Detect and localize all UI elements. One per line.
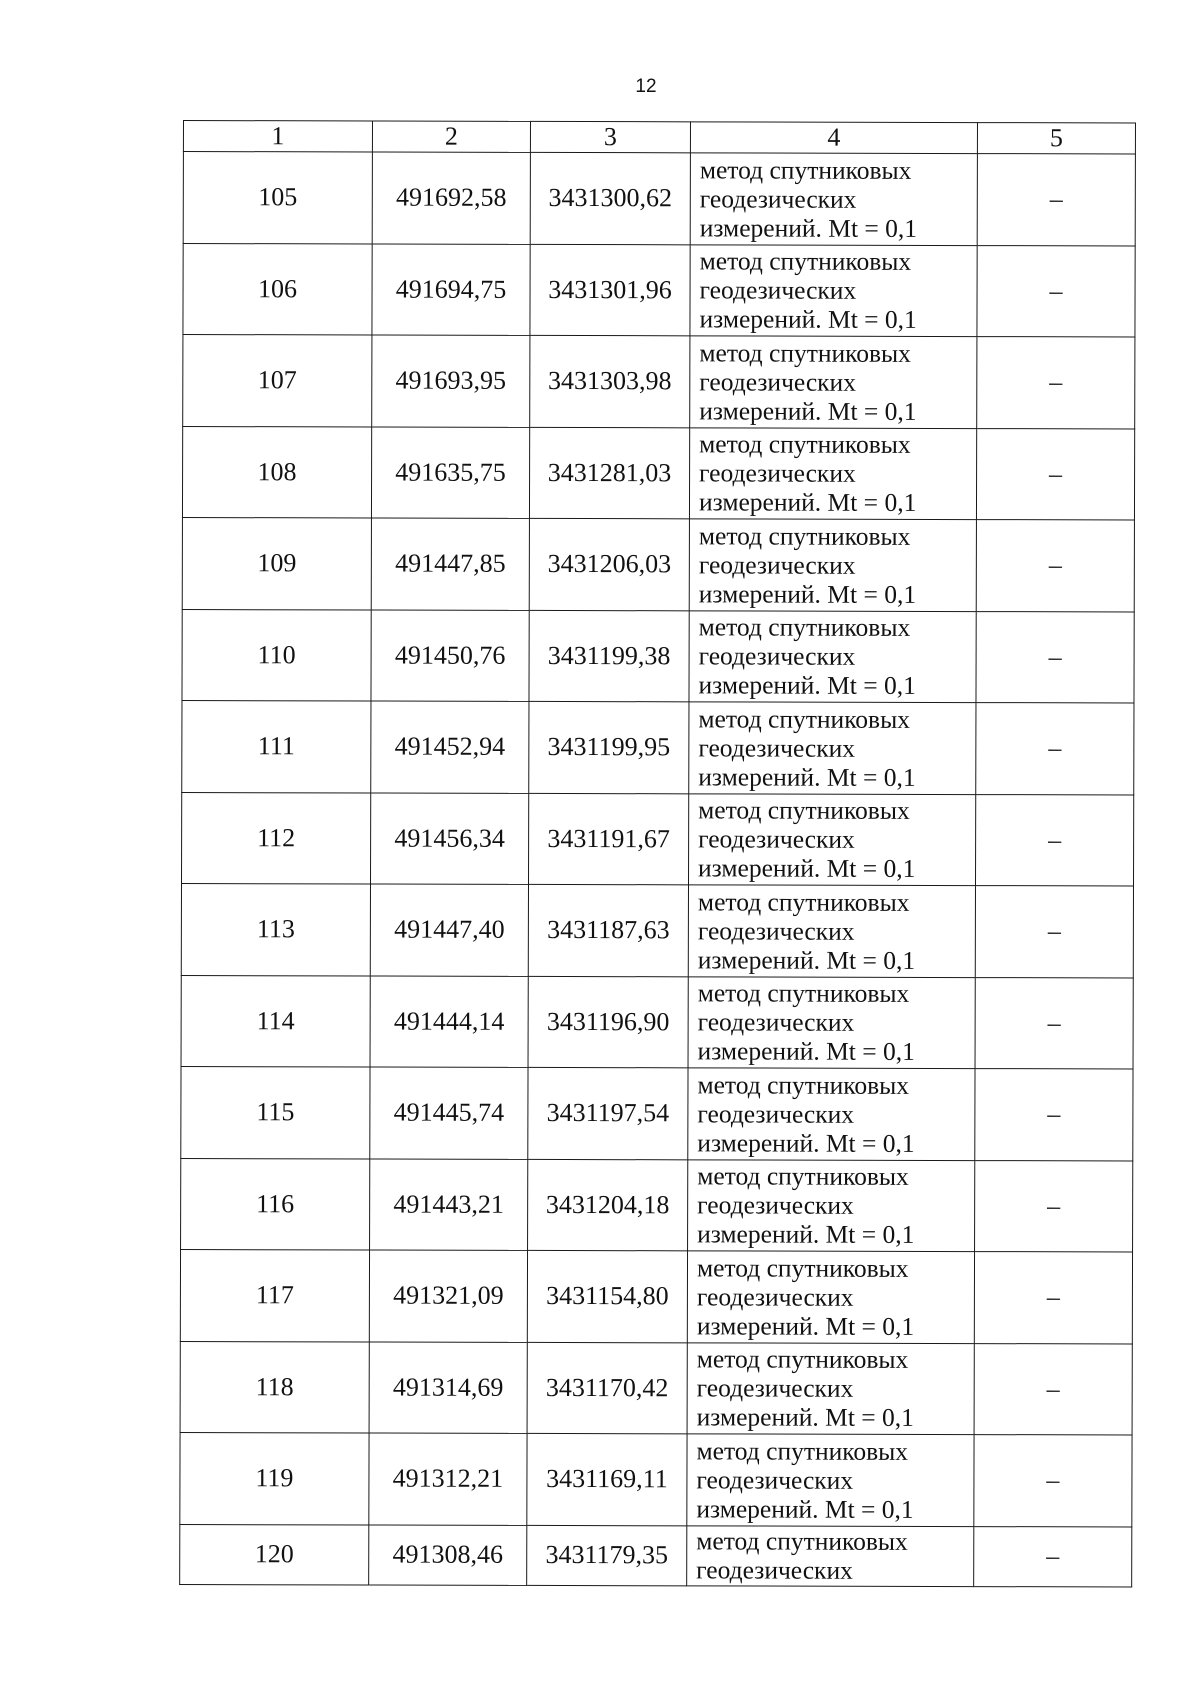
point-number-cell: 115 xyxy=(181,1066,370,1158)
method-line: измерений. Mt = 0,1 xyxy=(698,579,917,609)
header-row xyxy=(183,121,1135,154)
page-number-text: 12 xyxy=(635,76,657,97)
note-cell xyxy=(975,794,1133,886)
method-line: измерений. Mt = 0,1 xyxy=(697,1036,915,1067)
method-cell xyxy=(689,519,976,611)
note-dash: – xyxy=(1046,1465,1060,1495)
point-number-cell: 107 xyxy=(183,335,372,427)
column-header: 3 xyxy=(530,121,690,152)
method-line: метод спутниковых xyxy=(699,429,911,460)
note-dash: – xyxy=(1048,825,1062,855)
method-line: метод спутниковых xyxy=(696,1526,908,1556)
method-line: метод спутниковых xyxy=(697,887,910,917)
coordinate-x-cell: 491445,74 xyxy=(370,1067,528,1159)
table-row xyxy=(183,152,1135,246)
coordinate-y-cell: 3431301,96 xyxy=(530,244,690,336)
method-cell xyxy=(690,244,977,336)
note-cell xyxy=(977,337,1135,429)
coordinate-y-cell: 3431303,98 xyxy=(530,335,690,427)
method-cell xyxy=(689,702,976,794)
method-cell xyxy=(688,1068,975,1160)
method-cell xyxy=(690,336,977,428)
coordinate-x-cell: 491444,14 xyxy=(370,975,528,1067)
coordinate-y-cell: 3431154,80 xyxy=(527,1250,687,1342)
method-cell xyxy=(687,1434,974,1526)
method-line: метод спутниковых xyxy=(699,246,912,277)
method-line: геодезических xyxy=(697,1099,855,1129)
coordinate-x-cell: 491447,85 xyxy=(371,518,529,610)
method-cell xyxy=(689,610,976,702)
coordinate-y-cell: 3431206,03 xyxy=(529,518,689,610)
table-row xyxy=(180,1249,1132,1343)
column-header: 2 xyxy=(372,121,530,152)
note-dash: – xyxy=(1049,459,1063,489)
coordinate-x-cell: 491450,76 xyxy=(371,609,529,701)
coordinate-y-cell: 3431300,62 xyxy=(530,152,690,244)
method-line: геодезических xyxy=(697,1190,854,1221)
method-cell xyxy=(688,1159,975,1251)
coordinate-y-cell: 3431170,42 xyxy=(527,1342,687,1434)
coordinate-x-cell: 491693,95 xyxy=(372,335,530,427)
table-row xyxy=(182,792,1134,886)
coordinate-x-cell: 491312,21 xyxy=(369,1433,527,1525)
method-line: метод спутниковых xyxy=(696,1344,909,1375)
note-cell xyxy=(974,1252,1132,1344)
note-cell xyxy=(977,154,1135,246)
point-number-cell: 113 xyxy=(181,883,370,975)
table-row xyxy=(183,335,1135,429)
method-line: измерений. Mt = 0,1 xyxy=(697,1219,915,1250)
table-row xyxy=(182,609,1134,703)
coordinate-x-cell: 491314,69 xyxy=(369,1341,527,1433)
method-line: измерений. Mt = 0,1 xyxy=(699,396,917,426)
note-dash: – xyxy=(1049,276,1063,306)
note-dash: – xyxy=(1047,1191,1061,1221)
method-line: измерений. Mt = 0,1 xyxy=(697,945,916,975)
method-line: геодезических xyxy=(696,1465,854,1495)
method-line: метод спутниковых xyxy=(698,521,911,551)
table-row xyxy=(182,517,1134,611)
note-dash: – xyxy=(1047,1099,1061,1129)
method-line: геодезических xyxy=(696,1282,854,1312)
method-line: метод спутниковых xyxy=(699,155,912,185)
point-number-cell: 118 xyxy=(180,1341,369,1433)
table-row xyxy=(181,975,1133,1069)
note-dash: – xyxy=(1048,733,1062,763)
point-number-cell: 114 xyxy=(181,975,370,1067)
note-cell xyxy=(975,1160,1133,1252)
method-line: измерений. Mt = 0,1 xyxy=(699,304,917,335)
coordinate-y-cell: 3431197,54 xyxy=(528,1067,688,1159)
note-cell xyxy=(976,520,1134,612)
method-cell xyxy=(687,1251,974,1343)
method-line: геодезических xyxy=(699,367,857,397)
method-cell xyxy=(690,153,977,245)
method-line: геодезических xyxy=(697,916,855,946)
coordinate-y-cell: 3431169,11 xyxy=(527,1433,687,1525)
coordinate-y-cell: 3431191,67 xyxy=(529,793,689,885)
note-cell xyxy=(975,1069,1133,1161)
method-cell xyxy=(687,1342,974,1434)
method-line: метод спутниковых xyxy=(697,1161,909,1192)
table-row xyxy=(182,426,1134,520)
note-dash: – xyxy=(1049,184,1063,214)
table-row xyxy=(180,1341,1132,1435)
table-row xyxy=(181,883,1133,977)
point-number-cell: 108 xyxy=(182,426,371,518)
method-line: геодезических xyxy=(699,458,856,489)
method-cell xyxy=(688,885,975,977)
method-line: геодезических xyxy=(696,1373,854,1404)
method-line: метод спутниковых xyxy=(698,704,911,734)
note-dash: – xyxy=(1046,1282,1060,1312)
method-line: измерений. Mt = 0,1 xyxy=(699,213,918,243)
note-dash: – xyxy=(1047,1008,1061,1038)
note-dash: – xyxy=(1047,916,1061,946)
point-number-cell: 117 xyxy=(180,1249,369,1341)
method-line: измерений. Mt = 0,1 xyxy=(696,1311,915,1341)
method-line: метод спутниковых xyxy=(696,1436,909,1466)
coordinate-x-cell: 491692,58 xyxy=(372,152,530,244)
table-header xyxy=(183,121,1135,154)
coordinate-y-cell: 3431196,90 xyxy=(528,976,688,1068)
point-number-cell: 120 xyxy=(180,1524,369,1584)
method-line: геодезических xyxy=(698,641,856,672)
page-number xyxy=(0,76,1200,98)
point-number-cell: 116 xyxy=(181,1158,370,1250)
coordinate-y-cell: 3431179,35 xyxy=(527,1525,687,1585)
note-dash: – xyxy=(1048,550,1062,580)
method-line: геодезических xyxy=(698,824,855,855)
method-line: метод спутниковых xyxy=(697,978,910,1009)
note-dash: – xyxy=(1049,367,1063,397)
coordinates-table xyxy=(179,120,1136,1587)
method-line: геодезических xyxy=(696,1555,853,1585)
column-header: 5 xyxy=(977,123,1135,154)
point-number-cell: 112 xyxy=(182,792,371,884)
coordinate-y-cell: 3431204,18 xyxy=(528,1159,688,1251)
table-row xyxy=(181,1066,1133,1160)
method-line: геодезических xyxy=(697,1007,855,1038)
coordinate-x-cell: 491456,34 xyxy=(371,792,529,884)
method-line: геодезических xyxy=(699,184,857,214)
method-line: метод спутниковых xyxy=(699,338,911,368)
note-cell xyxy=(975,977,1133,1069)
method-line: измерений. Mt = 0,1 xyxy=(696,1402,914,1433)
column-header: 4 xyxy=(690,122,977,154)
note-cell xyxy=(974,1343,1132,1435)
note-cell xyxy=(976,428,1134,520)
method-line: измерений. Mt = 0,1 xyxy=(698,487,917,518)
coordinate-x-cell: 491452,94 xyxy=(371,701,529,793)
method-cell xyxy=(689,427,976,519)
method-line: метод спутниковых xyxy=(698,612,911,643)
table-row xyxy=(180,1432,1132,1526)
point-number-cell: 119 xyxy=(180,1432,369,1524)
coordinate-y-cell: 3431199,38 xyxy=(529,610,689,702)
point-number-cell: 110 xyxy=(182,609,371,701)
method-line: метод спутниковых xyxy=(697,1070,910,1100)
note-dash: – xyxy=(1046,1374,1060,1404)
coordinate-x-cell: 491694,75 xyxy=(372,243,530,335)
table-row xyxy=(183,243,1135,337)
coordinate-y-cell: 3431199,95 xyxy=(529,701,689,793)
note-cell xyxy=(976,703,1134,795)
method-line: метод спутниковых xyxy=(696,1253,909,1283)
note-cell xyxy=(976,611,1134,703)
coordinate-y-cell: 3431281,03 xyxy=(529,427,689,519)
table-row xyxy=(180,1524,1132,1586)
method-line: измерений. Mt = 0,1 xyxy=(698,762,916,792)
method-line: геодезических xyxy=(698,733,856,763)
note-cell xyxy=(974,1526,1132,1586)
method-line: измерений. Mt = 0,1 xyxy=(698,670,916,701)
note-cell xyxy=(975,886,1133,978)
method-line: геодезических xyxy=(698,550,856,580)
coordinate-x-cell: 491308,46 xyxy=(369,1524,527,1584)
column-header: 1 xyxy=(183,121,372,152)
coordinate-x-cell: 491635,75 xyxy=(371,426,529,518)
point-number-cell: 109 xyxy=(182,517,371,609)
method-line: измерений. Mt = 0,1 xyxy=(696,1494,914,1524)
point-number-cell: 105 xyxy=(183,152,372,244)
point-number-cell: 106 xyxy=(183,243,372,335)
note-dash: – xyxy=(1046,1541,1060,1571)
method-cell xyxy=(687,1525,974,1586)
coordinate-x-cell: 491443,21 xyxy=(370,1158,528,1250)
coordinate-y-cell: 3431187,63 xyxy=(528,884,688,976)
method-line: измерений. Mt = 0,1 xyxy=(697,1128,915,1158)
note-cell xyxy=(977,245,1135,337)
method-cell xyxy=(688,793,975,885)
method-line: измерений. Mt = 0,1 xyxy=(698,853,916,884)
method-line: геодезических xyxy=(699,275,857,306)
coordinate-x-cell: 491447,40 xyxy=(370,884,528,976)
table-body xyxy=(180,152,1136,1587)
table-row xyxy=(182,700,1134,794)
table-row xyxy=(181,1158,1133,1252)
note-dash: – xyxy=(1048,642,1062,672)
coordinate-x-cell: 491321,09 xyxy=(369,1250,527,1342)
method-cell xyxy=(688,976,975,1068)
method-line: метод спутниковых xyxy=(698,795,910,826)
note-cell xyxy=(974,1435,1132,1527)
point-number-cell: 111 xyxy=(182,700,371,792)
